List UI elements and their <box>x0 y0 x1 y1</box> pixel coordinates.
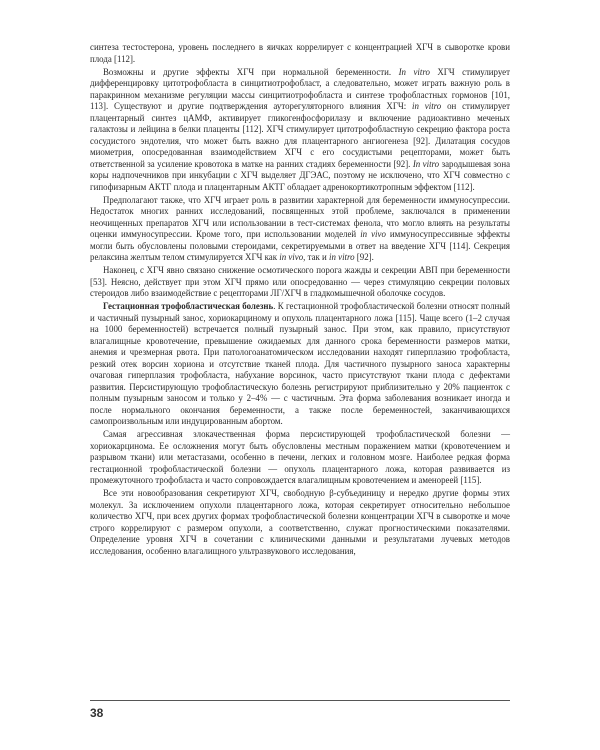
paragraph <box>90 429 510 487</box>
paragraph <box>90 265 510 300</box>
text-run: синтеза тестостерона, уровень последнего в яичках коррелирует с концентрацией ХГЧ в сыворотке крови плода [112]. <box>90 42 510 64</box>
text-run: Самая агрессивная злокачественная форма персистирующей трофобластической болезни — хориокарцинома. Ее осложнения могут быть обусловлены местным поражением матки (кровотечением и разрывом ткани) или метастазами, особенно в печени, легких и головном мозге. Наиболее редкая форма гестационной трофобластической болезни — опухоль плацентарного ложа, которая развивается из промежуточного трофобласта и часто сопровождается влагалищным кровотечением и аменореей [115]. <box>90 429 510 485</box>
text-run: Предполагают также, что ХГЧ играет роль в развитии характерной для беременности иммуносупрессии. Недостаток многих ранних исследований, посвященных этой проблеме, заключался в применении неочищенных препаратов ХГЧ или использовании в тест-системах фенола, что могло влиять на результаты оценки иммуносупрессии. Кроме того, при использовании моделей <box>90 194 510 239</box>
page-number: 38 <box>90 706 104 720</box>
text-run: , так и <box>303 252 330 262</box>
text-run: Все эти новообразования секретируют ХГЧ, свободную β-субъединицу и нередко другие формы этих молекул. За исключением опухоли плацентарного ложа, которая секретирует относительно небольшое количество ХГЧ, при всех других формах трофобластической болезни концентрации ХГЧ в сыворотке и моче строго коррелируют с размером опухоли, а соответственно, служат прогностическими показателями. Определение уровня ХГЧ в сочетании с клиническими данными и результатами лучевых методов исследования, особенно влагалищного ультразвукового исследования, <box>90 488 510 556</box>
text-run: in vitro <box>412 101 442 111</box>
paragraph <box>90 488 510 557</box>
text-run: Возможны и другие эффекты ХГЧ при нормальной беременности. <box>103 66 399 77</box>
text-run: [92]. <box>354 252 374 262</box>
body-text <box>90 42 510 559</box>
text-run: in vitro <box>329 252 355 262</box>
text-run: он стимулирует плацентарный синтез цАМФ, активирует гликогенфосфорилазу и включение радиоактивно меченых галактозы и лейцина в белки плаценты [112]. ХГЧ стимулирует цитотрофобластную секрецию фактора роста сосудистого эндотелия, что может быть важно для плацентарного ангиогенеза [92]. Дилатация сосудов миометрия, опосредованная взаимодействием ХГЧ с его сосудистыми рецепторами, может быть ответственной за усиление кровотока в матке на ранних стадиях беременности [92]. <box>90 101 510 169</box>
text-run: зародышевая зона коры надпочечников при инкубации с ХГЧ выделяет ДГЭАС, поэтому не исключено, что ХГЧ совместно с гипофизарным АКТГ плода и плацентарным АКТГ обладает адренокортикотропным эффектом [112]. <box>90 158 511 192</box>
section-heading: Гестационная трофобластическая болезнь <box>103 301 274 311</box>
text-run: . К гестационной трофобластической болезни относят полный и частичный пузырный занос, хориокарциному и опухоль плацентарного ложа [115]. Чаще всего (1–2 случая на 1000 беременностей) встречается полный пузырный занос. При этом, как правило, присутствуют влагалищные кровотечение, превышение ожидаемых для данного срока беременности размеров матки, анемия и чрезмерная рвота. При патологоанатомическом исследовании находят гиперплазию трофобласта, резкий отек ворсин хориона и отсутствие тканей плода. Для частичного пузырного заноса характерны очаговая гиперплазия трофобласта, набухание ворсинок, часто присутствуют ткани плода с дефектами развития. Персистирующую трофобластическую болезнь регистрируют приблизительно у 20% пациенток с полным пузырным заносом и только у 2–4% — с частичным. Эта форма заболевания возникает иногда и после нормального окончания беременности, а также после беременностей, заканчивающихся самопроизвольным или индуцированным абортом. <box>90 301 510 426</box>
footer-divider <box>90 700 510 701</box>
text-run: in vivo <box>360 229 386 239</box>
paragraph <box>90 67 510 194</box>
paragraph <box>90 42 510 65</box>
paragraph <box>90 301 510 428</box>
text-run: Наконец, с ХГЧ явно связано снижение осмотического порога жажды и секреции АВП при беременности [53]. Неясно, действует при этом ХГЧ прямо или опосредованно — через стимуляцию секреции половых стероидов либо взаимодействие с рецепторами ЛГ/ХГЧ в гладкомышечной оболочке сосудов. <box>90 265 510 298</box>
text-run: in vivo <box>279 252 304 262</box>
text-run: In vitro <box>412 158 440 169</box>
text-run: In vitro <box>398 66 430 77</box>
text-run: ХГЧ стимулирует дифференцировку цитотрофобласта в синцитиотрофобласт, а следовательно, может играть важную роль в паракринном механизме регуляции массы синцитиотрофобласта и синтезе трофобластных гормонов [101, 113]. Существуют и другие подтверждения ауторегуляторного влияния ХГЧ: <box>90 66 510 111</box>
paragraph <box>90 195 510 264</box>
text-run: иммуносупрессивные эффекты могли быть обусловлены половыми стероидами, секретируемыми в ответ на введение ХГЧ [114]. Секреция релаксина желтым телом стимулируется ХГЧ как <box>90 229 510 262</box>
